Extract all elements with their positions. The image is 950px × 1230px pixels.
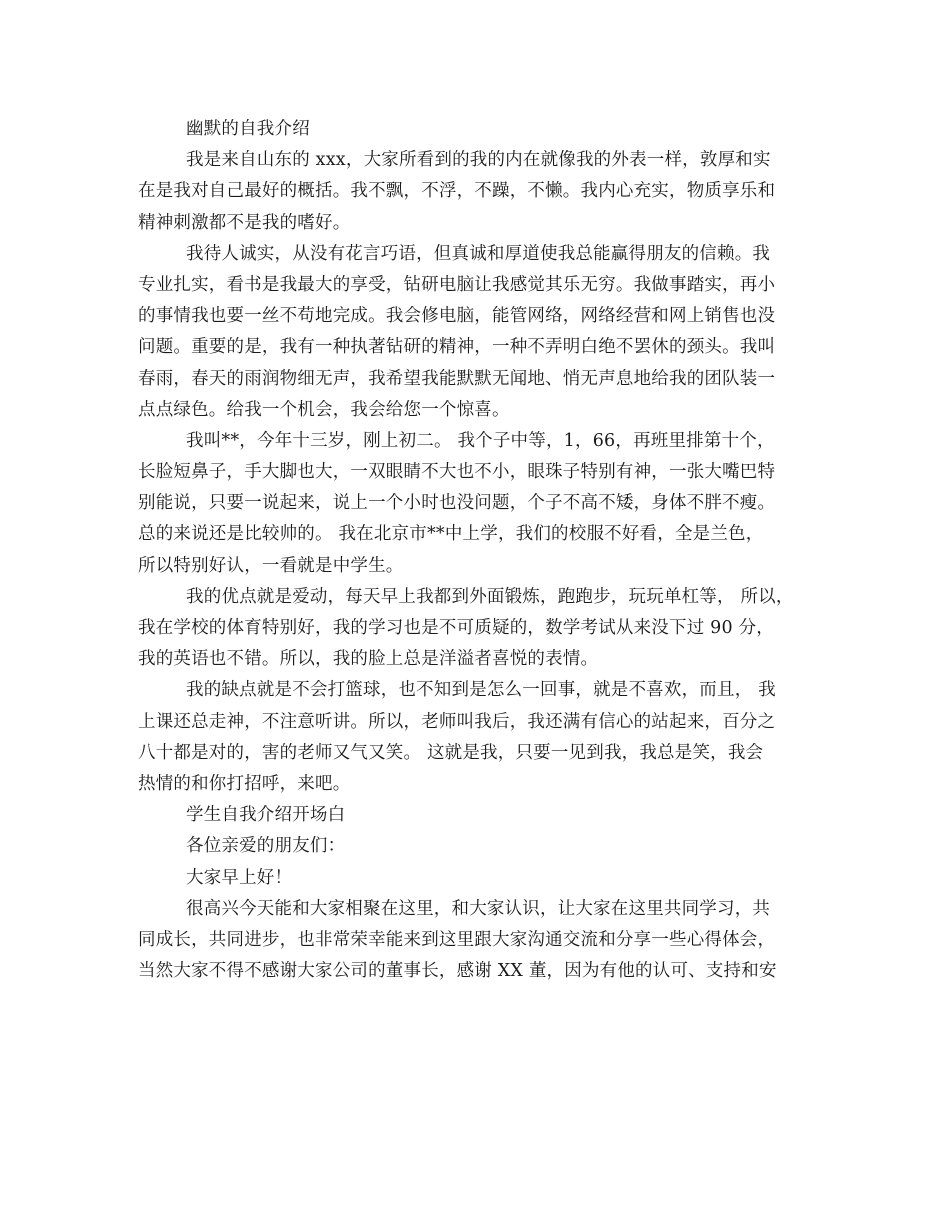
text-line: 点点绿色。给我一个机会，我会给您一个惊喜。 xyxy=(138,399,510,420)
paragraph xyxy=(138,114,814,145)
paragraph xyxy=(138,894,814,988)
text-line: 同成长，共同进步，也非常荣幸能来到这里跟大家沟通交流和分享一些心得体会， xyxy=(138,929,776,950)
paragraph xyxy=(138,675,814,800)
text-line: 学生自我介绍开场白 xyxy=(186,805,346,826)
text-line: 我的优点就是爱动，每天早上我都到外面锻炼，跑跑步，玩玩单杠等， 所以， xyxy=(186,586,794,607)
paragraph xyxy=(138,831,814,862)
text-line: 别能说，只要一说起来，说上一个小时也没问题，个子不高不矮，身体不胖不瘦。 xyxy=(138,493,776,514)
text-line: 的事情我也要一丝不苟地完成。我会修电脑，能管网络，网络经营和网上销售也没 xyxy=(138,306,776,327)
text-line: 很高兴今天能和大家相聚在这里，和大家认识，让大家在这里共同学习，共 xyxy=(186,898,771,919)
text-line: 在是我对自己最好的概括。我不飘，不浮，不躁，不懒。我内心充实，物质享乐和 xyxy=(138,181,776,202)
text-line: 热情的和你打招呼，来吧。 xyxy=(138,773,351,794)
text-line: 春雨，春天的雨润物细无声，我希望我能默默无闻地、悄无声息地给我的团队装一 xyxy=(138,368,776,389)
paragraph xyxy=(138,582,814,676)
text-line: 当然大家不得不感谢大家公司的董事长，感谢 XX 董，因为有他的认可、支持和安 xyxy=(138,961,777,982)
paragraph xyxy=(138,426,814,582)
text-line: 所以特别好认，一看就是中学生。 xyxy=(138,555,404,576)
text-line: 问题。重要的是，我有一种执著钻研的精神，一种不弄明白绝不罢休的颈头。我叫 xyxy=(138,337,776,358)
text-line: 我叫**，今年十三岁，刚上初二。 我个子中等，1，66，再班里排第十个， xyxy=(186,430,775,451)
document-body xyxy=(138,114,814,987)
text-line: 大家早上好！ xyxy=(186,867,293,888)
text-line: 各位亲爱的朋友们： xyxy=(186,836,346,857)
text-line: 我在学校的体育特别好，我的学习也是不可质疑的，数学考试从来没下过 90 分， xyxy=(138,618,774,638)
text-line: 我是来自山东的 xxx，大家所看到的我的内在就像我的外表一样，敦厚和实 xyxy=(186,150,771,171)
text-line: 八十都是对的，害的老师又气又笑。 这就是我，只要一见到我，我总是笑，我会 xyxy=(138,742,764,763)
text-line: 上课还总走神，不注意听讲。所以，老师叫我后，我还满有信心的站起来，百分之 xyxy=(138,711,776,732)
text-line: 长脸短鼻子，手大脚也大，一双眼睛不大也不小，眼珠子特别有神，一张大嘴巴特 xyxy=(138,462,776,483)
paragraph xyxy=(138,800,814,831)
paragraph xyxy=(138,863,814,894)
text-line: 总的来说还是比较帅的。 我在北京市**中上学，我们的校服不好看，全是兰色， xyxy=(138,524,764,545)
paragraph xyxy=(138,145,814,239)
text-line: 我的缺点就是不会打篮球，也不知到是怎么一回事，就是不喜欢，而且， 我 xyxy=(186,680,776,701)
text-line: 专业扎实，看书是我最大的享受，钻研电脑让我感觉其乐无穷。我做事踏实，再小 xyxy=(138,274,776,295)
text-line: 幽默的自我介绍 xyxy=(186,119,310,139)
text-line: 我待人诚实，从没有花言巧语，但真诚和厚道使我总能赢得朋友的信赖。我 xyxy=(186,243,771,264)
paragraph xyxy=(138,239,814,426)
text-line: 我的英语也不错。所以，我的脸上总是洋溢者喜悦的表情。 xyxy=(138,649,599,670)
text-line: 精神刺激都不是我的嗜好。 xyxy=(138,212,351,233)
